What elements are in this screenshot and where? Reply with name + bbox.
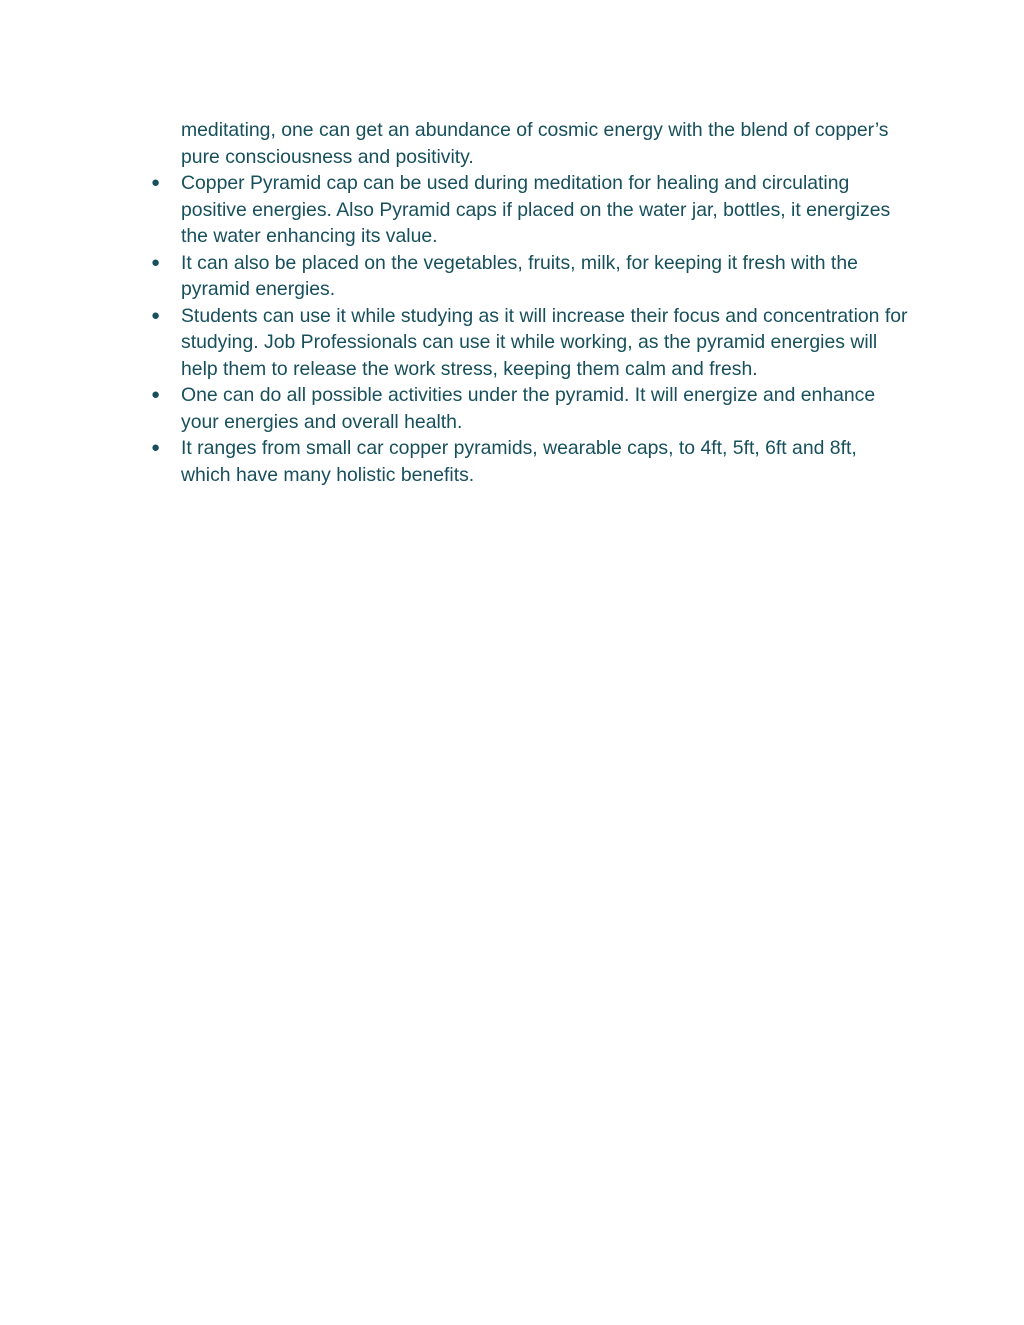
list-item-text: One can do all possible activities under the pyramid. It will energize and enhance your energies and overall health. — [181, 384, 876, 433]
list-item — [150, 250, 910, 303]
list-item — [150, 382, 910, 435]
bullet-icon: ● — [151, 306, 161, 324]
continued-paragraph: meditating, one can get an abundance of cosmic energy with the blend of copper’s pure consciousness and positivity. — [181, 119, 889, 168]
list-item-text: It ranges from small car copper pyramids, wearable caps, to 4ft, 5ft, 6ft and 8ft, which have many holistic benefits. — [181, 437, 857, 486]
bullet-icon: ● — [151, 174, 161, 191]
list-item — [150, 170, 910, 250]
benefits-list — [150, 170, 910, 488]
list-item-text: It can also be placed on the vegetables, fruits, milk, for keeping it fresh with the pyramid energies. — [181, 251, 858, 300]
bullet-icon: ● — [151, 253, 161, 271]
document-body — [150, 117, 910, 488]
bullet-icon: ● — [151, 439, 161, 456]
list-item-text: Students can use it while studying as it will increase their focus and concentration for studying. Job Professionals can use it while working, as the pyramid energies will help them to release the work stress, keeping them calm and fresh. — [181, 304, 908, 380]
bullet-icon: ● — [151, 386, 161, 403]
list-item — [150, 435, 910, 488]
list-item — [150, 303, 910, 383]
list-item-text: Copper Pyramid cap can be used during meditation for healing and circulating positive energies. Also Pyramid caps if placed on the water jar, bottles, it energizes the water enhancing its value. — [181, 172, 891, 247]
